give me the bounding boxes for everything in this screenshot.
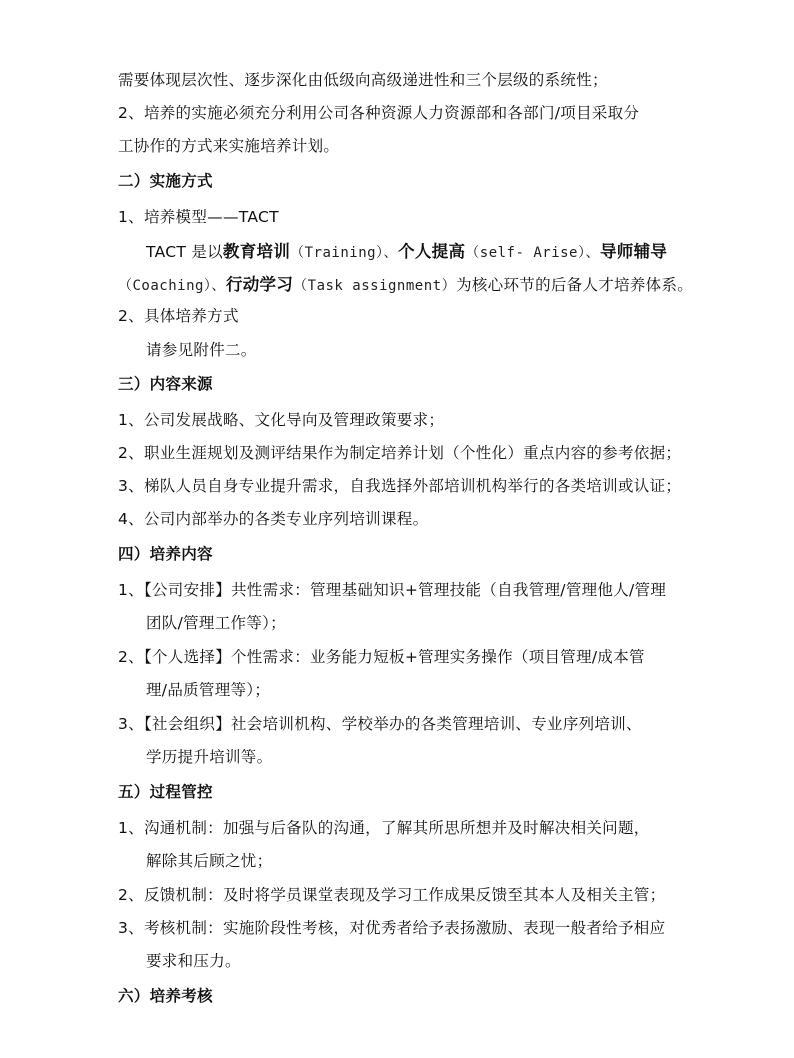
content-item-line-2: 学历提升培训等。	[146, 748, 273, 766]
content-item-line-2: 理/品质管理等）；	[146, 681, 271, 699]
tact-tail: 为核心环节的后备人才培养体系。	[456, 276, 694, 294]
source-item: 1、公司发展战略、文化导向及管理政策要求；	[118, 411, 445, 429]
control-item-line-1: 3、考核机制：实施阶段性考核，对优秀者给予表扬激励、表现一般者给予相应	[118, 919, 666, 937]
tact-lead: TACT 是以	[146, 243, 223, 261]
tact-term-personal: 个人提高	[398, 242, 466, 261]
tact-term-action: 行动学习	[225, 275, 294, 294]
tact-paragraph-line-1	[146, 238, 667, 262]
section-heading-implementation: 二）实施方式	[118, 172, 213, 190]
item-specific-methods-detail: 请参见附件二。	[146, 341, 257, 359]
control-item-line-2: 要求和压力。	[146, 952, 241, 970]
paragraph-2-line-2: 工协作的方式来实施培养计划。	[118, 137, 340, 155]
content-item-line-1: 1、【公司安排】共性需求：管理基础知识+管理技能（自我管理/管理他人/管理	[118, 581, 667, 599]
item-training-model: 1、培养模型——TACT	[118, 208, 279, 226]
source-item: 4、公司内部举办的各类专业序列培训课程。	[118, 510, 429, 528]
tact-term-mentor: 导师辅导	[599, 242, 668, 261]
control-item-line-1: 2、反馈机制：及时将学员课堂表现及学习工作成果反馈至其本人及相关主管；	[118, 886, 666, 904]
content-item-line-2: 团队/管理工作等）；	[146, 614, 286, 632]
section-heading-training-content: 四）培养内容	[118, 545, 213, 563]
paragraph-2-line-1: 2、培养的实施必须充分利用公司各种资源人力资源部和各部门/项目采取分	[118, 104, 640, 122]
tact-en-task: （Task assignment）	[293, 278, 457, 294]
tact-en-coaching: （Coaching）、	[118, 278, 226, 294]
content-item-line-1: 3、【社会组织】社会培训机构、学校举办的各类管理培训、专业序列培训、	[118, 715, 642, 733]
tact-term-education: 教育培训	[222, 242, 291, 261]
source-item: 2、职业生涯规划及测评结果作为制定培养计划（个性化）重点内容的参考依据；	[118, 444, 682, 462]
control-item-line-2: 解除其后顾之忧；	[146, 852, 273, 870]
tact-paragraph-line-2	[118, 271, 693, 295]
tact-en-arise: （self- Arise）、	[465, 245, 600, 261]
section-heading-content-source: 三）内容来源	[118, 375, 213, 393]
content-item-line-1: 2、【个人选择】个性需求：业务能力短板+管理实务操作（项目管理/成本管	[118, 648, 645, 666]
paragraph-1: 需要体现层次性、逐步深化由低级向高级递进性和三个层级的系统性；	[118, 71, 608, 89]
tact-en-training: （Training）、	[290, 245, 399, 261]
section-heading-training-assessment: 六）培养考核	[118, 987, 213, 1005]
control-item-line-1: 1、沟通机制：加强与后备队的沟通，了解其所思所想并及时解决相关问题，	[118, 819, 650, 837]
section-heading-process-control: 五）过程管控	[118, 783, 213, 801]
source-item: 3、梯队人员自身专业提升需求，自我选择外部培训机构举行的各类培训或认证；	[118, 477, 682, 495]
item-specific-methods: 2、具体培养方式	[118, 307, 239, 325]
